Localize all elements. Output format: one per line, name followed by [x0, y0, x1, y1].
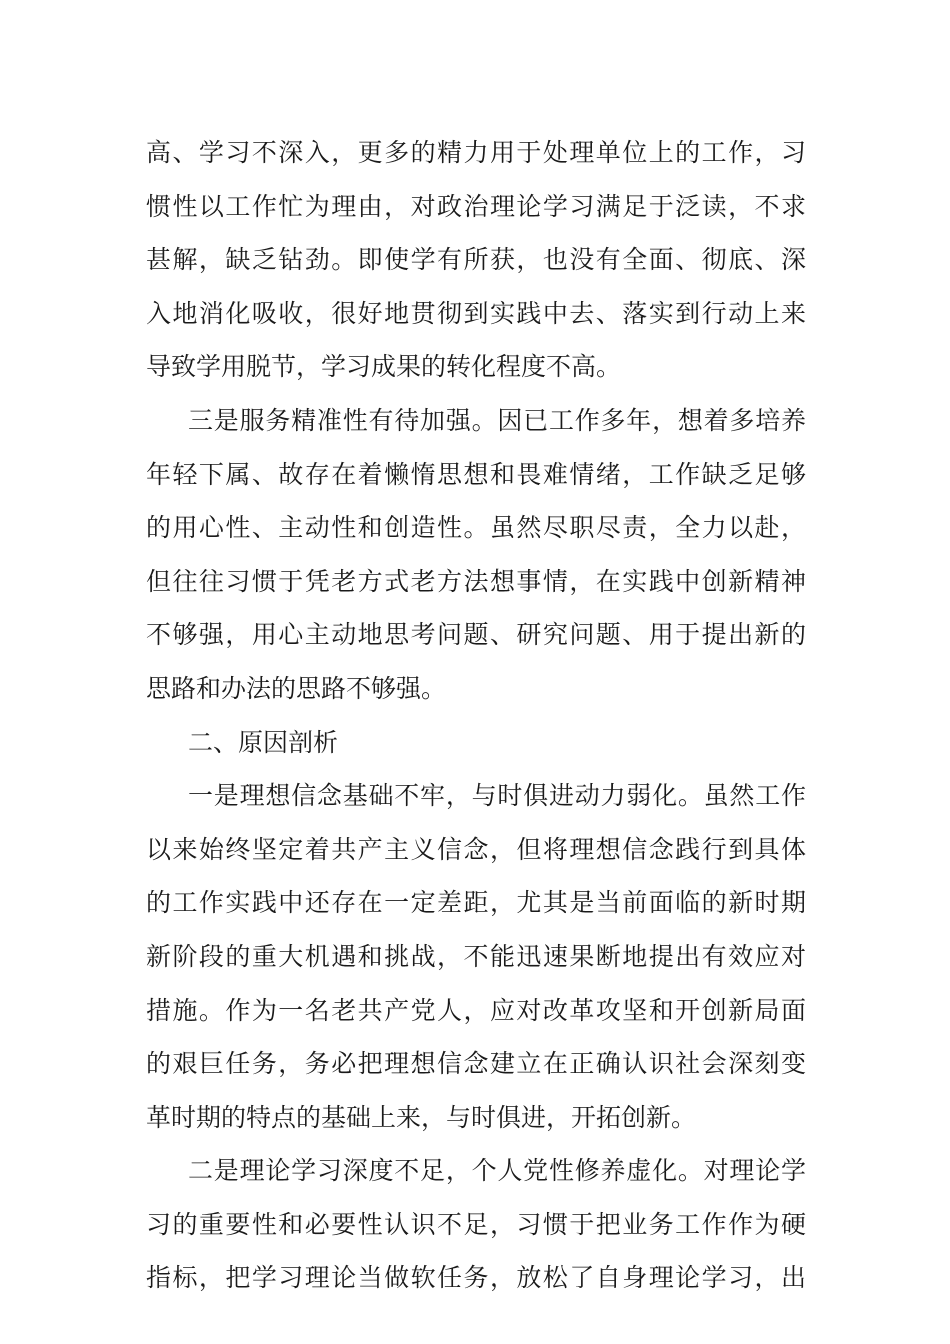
text-line: 措施。作为一名老共产党人，应对改革攻坚和开创新局面: [146, 995, 806, 1025]
text-line: 以来始终坚定着共产主义信念，但将理想信念践行到具体: [146, 834, 806, 864]
section-heading: 二、原因剖析: [188, 727, 339, 757]
text-line: 的用心性、主动性和创造性。虽然尽职尽责，全力以赴，: [146, 513, 806, 543]
text-line: 习的重要性和必要性认识不足，习惯于把业务工作作为硬: [146, 1209, 806, 1239]
text-line: 不够强，用心主动地思考问题、研究问题、用于提出新的: [146, 620, 806, 650]
paragraph-start-line: 一是理想信念基础不牢，与时俱进动力弱化。虽然工作: [188, 781, 806, 811]
text-line: 年轻下属、故存在着懒惰思想和畏难情绪，工作缺乏足够: [146, 459, 806, 489]
text-line: 惯性以工作忙为理由，对政治理论学习满足于泛读，不求: [146, 191, 806, 221]
paragraph-start-line: 二是理论学习深度不足，个人党性修养虚化。对理论学: [188, 1156, 806, 1186]
document-body: [146, 126, 806, 1305]
text-line: 的工作实践中还存在一定差距，尤其是当前面临的新时期: [146, 888, 806, 918]
text-line: 但往往习惯于凭老方式老方法想事情，在实践中创新精神: [146, 566, 806, 596]
text-line: 革时期的特点的基础上来，与时俱进，开拓创新。: [146, 1102, 697, 1132]
text-line: 指标，把学习理论当做软任务，放松了自身理论学习，出: [146, 1263, 806, 1293]
paragraph-start-line: 三是服务精准性有待加强。因已工作多年，想着多培养: [188, 405, 806, 435]
text-line: 高、学习不深入，更多的精力用于处理单位上的工作，习: [146, 138, 806, 167]
text-line: 导致学用脱节，学习成果的转化程度不高。: [146, 352, 622, 382]
text-line: 入地消化吸收，很好地贯彻到实践中去、落实到行动上来: [146, 298, 806, 328]
text-line: 的艰巨任务，务必把理想信念建立在正确认识社会深刻变: [146, 1049, 806, 1079]
text-line: 新阶段的重大机遇和挑战，不能迅速果断地提出有效应对: [146, 941, 806, 971]
text-line: 思路和办法的思路不够强。: [146, 673, 447, 703]
text-line: 甚解，缺乏钻劲。即使学有所获，也没有全面、彻底、深: [146, 245, 806, 275]
